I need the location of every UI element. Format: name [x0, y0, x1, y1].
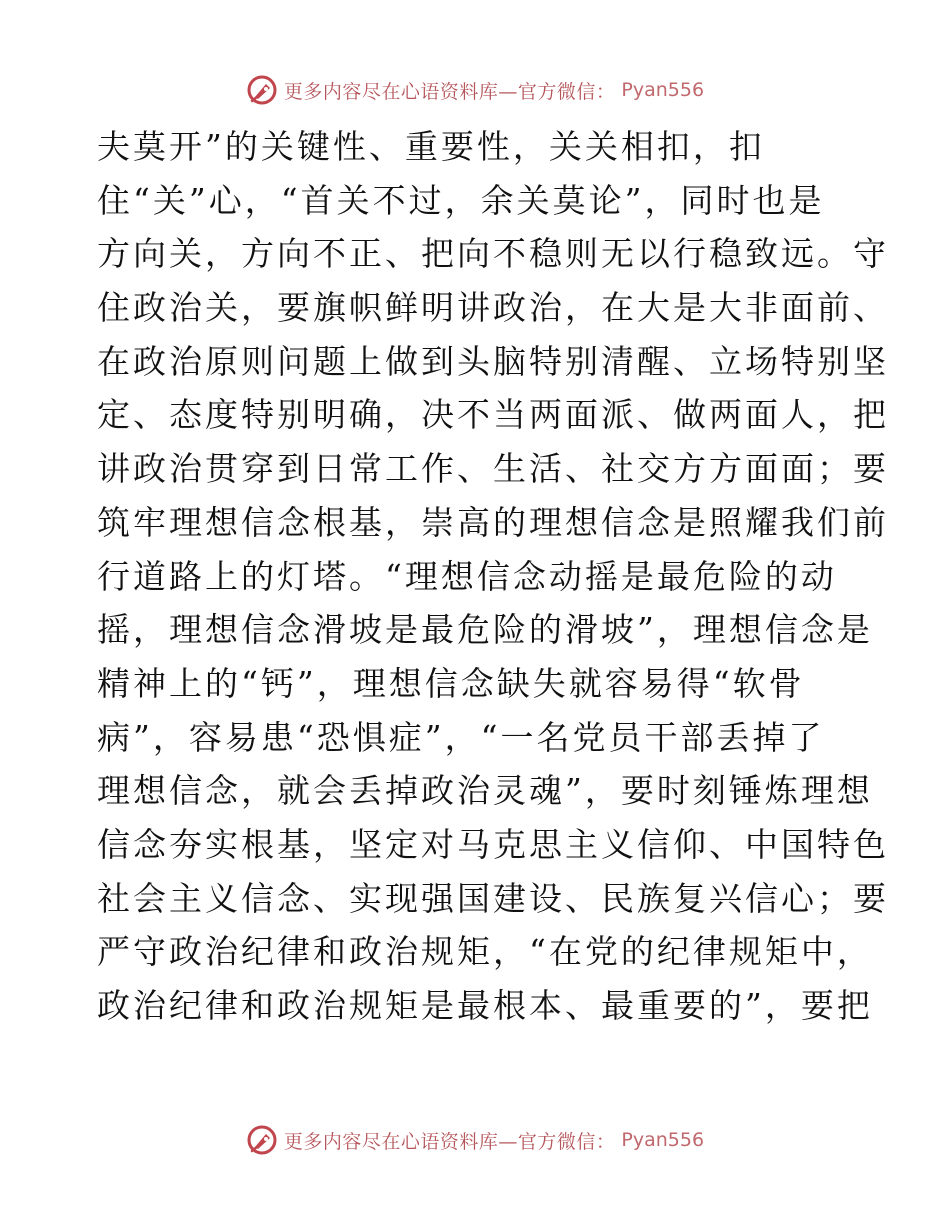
text-line: 筑牢理想信念根基，崇高的理想信念是照耀我们前	[97, 502, 889, 542]
text-line: 定、态度特别明确，决不当两面派、做两面人，把	[97, 395, 889, 435]
pen-nib-circle-icon	[246, 1124, 278, 1156]
footer-watermark	[0, 1122, 950, 1158]
text-line: 政治纪律和政治规矩是最根本、最重要的”，要把	[97, 986, 873, 1025]
text-line: 住政治关，要旗帜鲜明讲政治，在大是大非面前、	[97, 288, 889, 328]
text-line: 精神上的“钙”，理想信念缺失就容易得“软骨	[97, 663, 805, 703]
text-line: 理想信念，就会丢掉政治灵魂”，要时刻锤炼理想	[97, 771, 873, 811]
text-line: 严守政治纪律和政治规矩，“在党的纪律规矩中，	[97, 932, 873, 972]
watermark-text: 更多内容尽在心语资料库—官方微信：	[283, 80, 616, 103]
text-line: 病”，容易患“恐惧症”，“一名党员干部丢掉了	[97, 717, 825, 757]
text-line: 社会主义信念、实现强国建设、民族复兴信心；要	[97, 878, 889, 918]
pen-nib-circle-icon	[246, 74, 278, 106]
document-body	[97, 120, 889, 1033]
text-line: 讲政治贯穿到日常工作、生活、社交方方面面；要	[97, 449, 889, 489]
watermark-text: 更多内容尽在心语资料库—官方微信：	[283, 1130, 616, 1153]
watermark-id: Pyan556	[621, 79, 705, 101]
text-line: 方向关，方向不正、把向不稳则无以行稳致远。守	[97, 234, 889, 274]
text-line: 在政治原则问题上做到头脑特别清醒、立场特别坚	[97, 341, 889, 381]
header-watermark	[0, 72, 950, 108]
text-line: 夫莫开”的关键性、重要性，关关相扣，扣	[97, 127, 765, 166]
text-line: 行道路上的灯塔。“理想信念动摇是最危险的动	[97, 556, 837, 596]
text-line: 信念夯实根基，坚定对马克思主义信仰、中国特色	[97, 824, 889, 864]
watermark-id: Pyan556	[621, 1129, 705, 1151]
text-line: 住“关”心，“首关不过，余关莫论”，同时也是	[97, 180, 825, 220]
text-line: 摇，理想信念滑坡是最危险的滑坡”，理想信念是	[97, 610, 873, 650]
